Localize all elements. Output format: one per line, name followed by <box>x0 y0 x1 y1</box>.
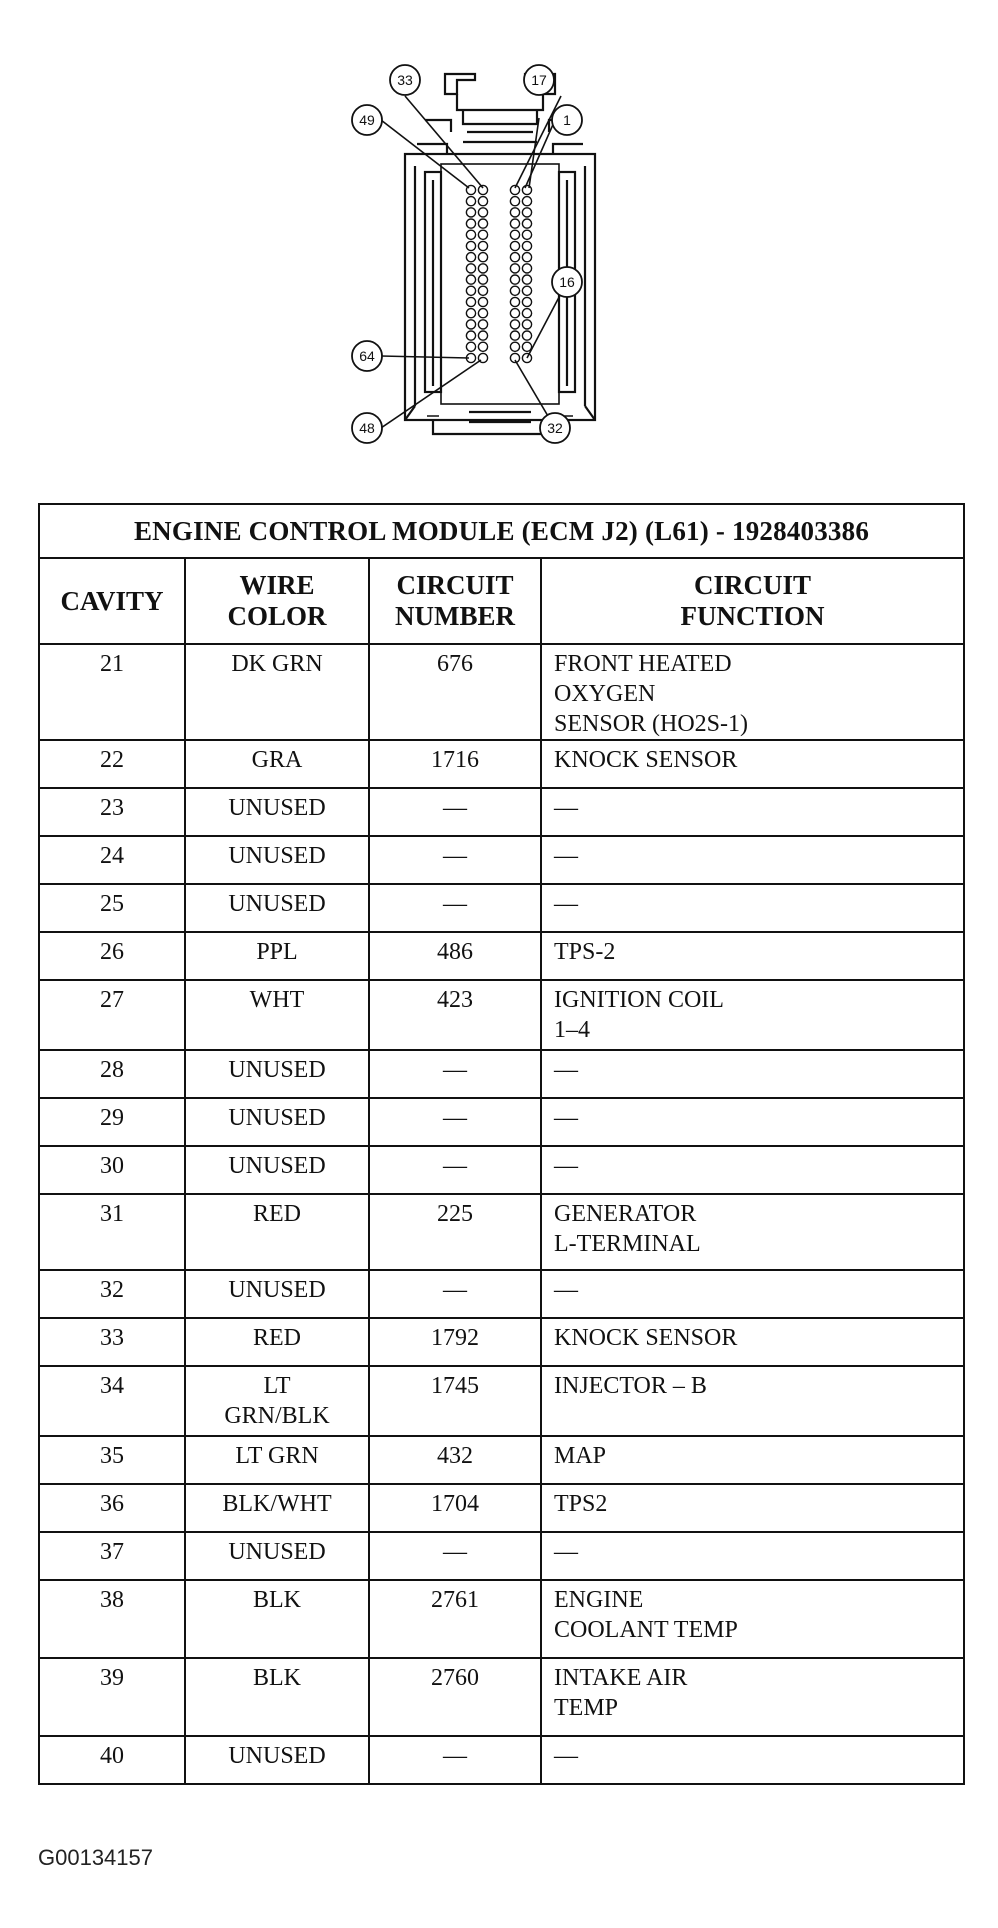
cavity-cell: 33 <box>39 1318 185 1366</box>
wire-color-cell: UNUSED <box>185 1532 369 1580</box>
connector-pin <box>466 241 475 250</box>
pin-callout-label: 17 <box>531 72 547 88</box>
connector-pin <box>510 241 519 250</box>
table-row <box>39 1366 964 1436</box>
connector-pin <box>478 230 487 239</box>
cavity-cell: 34 <box>39 1366 185 1436</box>
circuit-number-cell: — <box>369 1270 541 1318</box>
circuit-number-cell: — <box>369 1050 541 1098</box>
circuit-function-cell: — <box>541 1270 964 1318</box>
table-row <box>39 788 964 836</box>
wire-color-cell: UNUSED <box>185 1270 369 1318</box>
cavity-cell: 40 <box>39 1736 185 1784</box>
table-row <box>39 884 964 932</box>
connector-pin <box>510 197 519 206</box>
wire-color-cell: PPL <box>185 932 369 980</box>
circuit-number-cell: 225 <box>369 1194 541 1270</box>
cavity-cell: 36 <box>39 1484 185 1532</box>
wire-color-cell: RED <box>185 1318 369 1366</box>
pin-callout-label: 32 <box>547 420 563 436</box>
connector-pin <box>510 264 519 273</box>
cavity-cell: 22 <box>39 740 185 788</box>
connector-pin <box>478 309 487 318</box>
circuit-number-cell: — <box>369 788 541 836</box>
connector-pin <box>522 275 531 284</box>
connector-pin <box>478 320 487 329</box>
wire-color-cell: UNUSED <box>185 836 369 884</box>
circuit-number-cell: 676 <box>369 644 541 740</box>
header-cavity: CAVITY <box>39 558 185 644</box>
header-circuit-function: CIRCUIT FUNCTION <box>541 558 964 644</box>
table-row <box>39 1050 964 1098</box>
connector-pin <box>522 297 531 306</box>
connector-pin <box>466 275 475 284</box>
table-row <box>39 644 964 740</box>
circuit-number-cell: 423 <box>369 980 541 1050</box>
header-circuit-number: CIRCUIT NUMBER <box>369 558 541 644</box>
connector-pin <box>466 342 475 351</box>
connector-pin <box>510 230 519 239</box>
table-row <box>39 1098 964 1146</box>
circuit-number-cell: 486 <box>369 932 541 980</box>
connector-pin <box>522 286 531 295</box>
circuit-function-cell: — <box>541 836 964 884</box>
table-row <box>39 1658 964 1736</box>
wire-color-cell: BLK/WHT <box>185 1484 369 1532</box>
wire-color-cell: WHT <box>185 980 369 1050</box>
connector-pin <box>510 208 519 217</box>
connector-pin <box>522 320 531 329</box>
circuit-number-cell: 432 <box>369 1436 541 1484</box>
table-body <box>39 644 964 1784</box>
circuit-function-cell: FRONT HEATED OXYGEN SENSOR (HO2S-1) <box>541 644 964 740</box>
table-title-row <box>39 504 964 558</box>
circuit-function-cell: INTAKE AIR TEMP <box>541 1658 964 1736</box>
circuit-function-cell: — <box>541 1146 964 1194</box>
connector-pin <box>478 264 487 273</box>
connector-pin <box>466 219 475 228</box>
circuit-number-cell: 1704 <box>369 1484 541 1532</box>
circuit-number-cell: — <box>369 884 541 932</box>
connector-pin <box>466 230 475 239</box>
table-row <box>39 1270 964 1318</box>
table-row <box>39 1194 964 1270</box>
cavity-cell: 29 <box>39 1098 185 1146</box>
table-row <box>39 1532 964 1580</box>
connector-pin <box>466 297 475 306</box>
connector-pin <box>510 309 519 318</box>
circuit-number-cell: — <box>369 1736 541 1784</box>
cavity-cell: 39 <box>39 1658 185 1736</box>
circuit-function-cell: — <box>541 1736 964 1784</box>
wire-color-cell: LT GRN <box>185 1436 369 1484</box>
circuit-function-cell: MAP <box>541 1436 964 1484</box>
table-row <box>39 1580 964 1658</box>
connector-pin <box>478 219 487 228</box>
connector-pin <box>522 241 531 250</box>
table-row <box>39 1484 964 1532</box>
connector-pin <box>522 208 531 217</box>
pin-callout-label: 33 <box>397 72 413 88</box>
circuit-number-cell: — <box>369 1098 541 1146</box>
wire-color-cell: LT GRN/BLK <box>185 1366 369 1436</box>
connector-pin <box>466 208 475 217</box>
circuit-number-cell: 2761 <box>369 1580 541 1658</box>
table-row <box>39 1436 964 1484</box>
cavity-cell: 21 <box>39 644 185 740</box>
connector-pin <box>466 197 475 206</box>
connector-pin <box>510 297 519 306</box>
table-row <box>39 1736 964 1784</box>
circuit-function-cell: — <box>541 884 964 932</box>
pinout-table <box>38 503 965 1785</box>
wire-color-cell: RED <box>185 1194 369 1270</box>
circuit-number-cell: 1716 <box>369 740 541 788</box>
pin-callout-label: 48 <box>359 420 375 436</box>
connector-pin <box>466 320 475 329</box>
connector-pin <box>510 219 519 228</box>
connector-pin <box>478 342 487 351</box>
connector-pin <box>522 219 531 228</box>
connector-pin <box>522 331 531 340</box>
figure-id: G00134157 <box>38 1845 153 1870</box>
connector-pin <box>522 185 531 194</box>
connector-pin <box>466 331 475 340</box>
wire-color-cell: BLK <box>185 1580 369 1658</box>
cavity-cell: 25 <box>39 884 185 932</box>
connector-pin <box>478 241 487 250</box>
circuit-number-cell: 1745 <box>369 1366 541 1436</box>
circuit-number-cell: 2760 <box>369 1658 541 1736</box>
circuit-function-cell: — <box>541 1050 964 1098</box>
connector-pin <box>522 197 531 206</box>
connector-pin <box>510 320 519 329</box>
cavity-cell: 27 <box>39 980 185 1050</box>
connector-pin <box>466 286 475 295</box>
cavity-cell: 26 <box>39 932 185 980</box>
connector-pin <box>510 342 519 351</box>
pin-callout-label: 64 <box>359 348 375 364</box>
wire-color-cell: UNUSED <box>185 1098 369 1146</box>
circuit-function-cell: — <box>541 1532 964 1580</box>
cavity-cell: 30 <box>39 1146 185 1194</box>
circuit-function-cell: — <box>541 788 964 836</box>
connector-pin <box>510 286 519 295</box>
header-wire-color: WIRE COLOR <box>185 558 369 644</box>
pin-callout-label: 16 <box>559 274 575 290</box>
circuit-function-cell: GENERATOR L-TERMINAL <box>541 1194 964 1270</box>
circuit-function-cell: KNOCK SENSOR <box>541 740 964 788</box>
circuit-function-cell: INJECTOR – B <box>541 1366 964 1436</box>
connector-pin <box>478 286 487 295</box>
cavity-cell: 37 <box>39 1532 185 1580</box>
connector-pin <box>478 331 487 340</box>
pin-callout-label: 1 <box>563 112 571 128</box>
connector-pin <box>522 264 531 273</box>
table-title: ENGINE CONTROL MODULE (ECM J2) (L61) - 1928403386 <box>39 504 964 558</box>
connector-pin <box>466 264 475 273</box>
cavity-cell: 28 <box>39 1050 185 1098</box>
connector-pin <box>522 342 531 351</box>
connector-pin <box>522 309 531 318</box>
circuit-function-cell: TPS2 <box>541 1484 964 1532</box>
wire-color-cell: UNUSED <box>185 1050 369 1098</box>
circuit-function-cell: ENGINE COOLANT TEMP <box>541 1580 964 1658</box>
connector-pin <box>510 275 519 284</box>
connector-pin <box>478 297 487 306</box>
table-header-row <box>39 558 964 644</box>
table-row <box>39 1318 964 1366</box>
connector-pin <box>478 253 487 262</box>
cavity-cell: 23 <box>39 788 185 836</box>
connector-pin <box>466 309 475 318</box>
circuit-number-cell: — <box>369 836 541 884</box>
connector-pin <box>522 253 531 262</box>
table-row <box>39 1146 964 1194</box>
connector-pin <box>478 197 487 206</box>
connector-pin <box>466 253 475 262</box>
connector-pin <box>510 331 519 340</box>
circuit-number-cell: 1792 <box>369 1318 541 1366</box>
table-row <box>39 980 964 1050</box>
circuit-function-cell: — <box>541 1098 964 1146</box>
table-row <box>39 932 964 980</box>
circuit-function-cell: TPS-2 <box>541 932 964 980</box>
pin-callout-label: 49 <box>359 112 375 128</box>
wire-color-cell: UNUSED <box>185 1736 369 1784</box>
cavity-cell: 31 <box>39 1194 185 1270</box>
connector-diagram <box>345 60 655 490</box>
table-row <box>39 740 964 788</box>
circuit-function-cell: IGNITION COIL 1–4 <box>541 980 964 1050</box>
wire-color-cell: UNUSED <box>185 884 369 932</box>
wire-color-cell: UNUSED <box>185 1146 369 1194</box>
cavity-cell: 24 <box>39 836 185 884</box>
cavity-cell: 32 <box>39 1270 185 1318</box>
circuit-function-cell: KNOCK SENSOR <box>541 1318 964 1366</box>
connector-pin <box>510 253 519 262</box>
wire-color-cell: GRA <box>185 740 369 788</box>
table-row <box>39 836 964 884</box>
circuit-number-cell: — <box>369 1146 541 1194</box>
connector-pin <box>478 208 487 217</box>
wire-color-cell: UNUSED <box>185 788 369 836</box>
cavity-cell: 38 <box>39 1580 185 1658</box>
connector-pin <box>478 275 487 284</box>
connector-pin <box>522 230 531 239</box>
wire-color-cell: DK GRN <box>185 644 369 740</box>
circuit-number-cell: — <box>369 1532 541 1580</box>
wire-color-cell: BLK <box>185 1658 369 1736</box>
cavity-cell: 35 <box>39 1436 185 1484</box>
